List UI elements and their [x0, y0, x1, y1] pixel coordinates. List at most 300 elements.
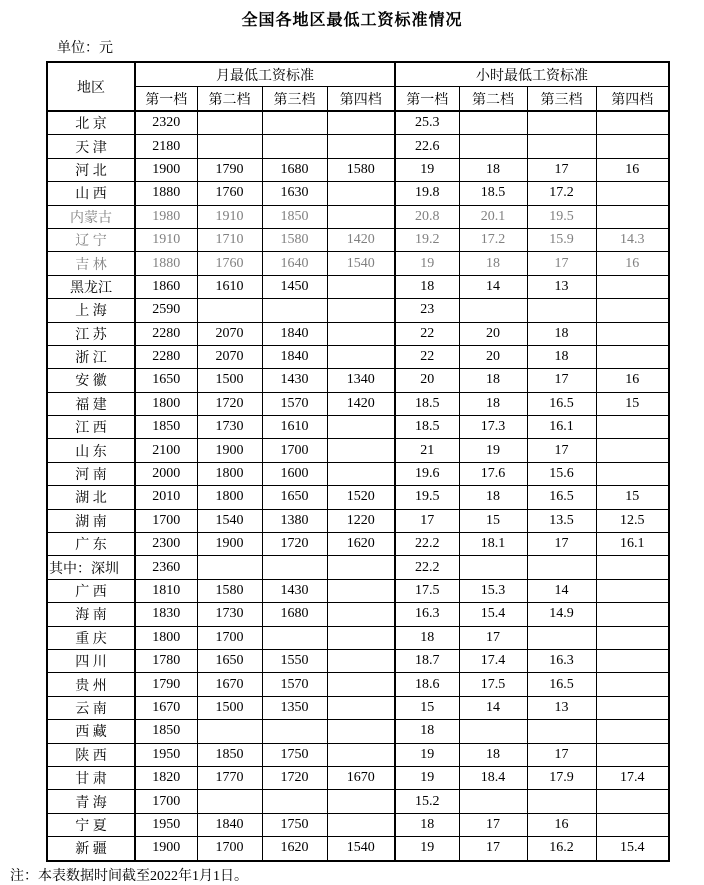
hourly-tier-3-cell: 14: [527, 579, 596, 602]
monthly-tier-4-cell: [327, 743, 395, 766]
monthly-tier-2-cell: 1700: [197, 626, 262, 649]
monthly-tier-2-cell: 1710: [197, 228, 262, 251]
hourly-tier-1-cell: 18.5: [395, 392, 459, 415]
hourly-tier-4-cell: [596, 626, 669, 649]
hourly-tier-3-cell: [527, 626, 596, 649]
hourly-tier-4-cell: [596, 439, 669, 462]
monthly-tier-4-cell: 1340: [327, 369, 395, 392]
hourly-tier-4-cell: [596, 743, 669, 766]
hourly-tier-4-cell: [596, 579, 669, 602]
monthly-tier-3-cell: 1380: [262, 509, 327, 532]
region-cell: 其中：深圳: [47, 556, 135, 579]
table-row: [47, 252, 669, 275]
monthly-tier-3-cell: [262, 626, 327, 649]
monthly-tier-3-cell: 1680: [262, 158, 327, 181]
column-header-hourly: 小时最低工资标准: [395, 62, 669, 87]
hourly-tier-4-cell: 16: [596, 369, 669, 392]
table-row: [47, 322, 669, 345]
region-cell: 重 庆: [47, 626, 135, 649]
monthly-tier-4-cell: [327, 322, 395, 345]
monthly-tier-4-cell: [327, 182, 395, 205]
monthly-tier-2-cell: 1800: [197, 462, 262, 485]
table-row: [47, 462, 669, 485]
hourly-tier-4-cell: 14.3: [596, 228, 669, 251]
monthly-tier-2-cell: 1840: [197, 813, 262, 836]
hourly-tier-3-cell: [527, 556, 596, 579]
monthly-tier-header-1: 第一档: [135, 87, 197, 112]
hourly-tier-1-cell: 18: [395, 275, 459, 298]
monthly-tier-2-cell: 1500: [197, 696, 262, 719]
hourly-tier-1-cell: 22.2: [395, 556, 459, 579]
hourly-tier-header-2: 第二档: [459, 87, 527, 112]
hourly-tier-3-cell: 16.5: [527, 673, 596, 696]
hourly-tier-4-cell: 15.4: [596, 837, 669, 861]
monthly-tier-4-cell: 1670: [327, 766, 395, 789]
monthly-tier-4-cell: [327, 462, 395, 485]
hourly-tier-4-cell: [596, 649, 669, 672]
region-cell: 青 海: [47, 790, 135, 813]
monthly-tier-4-cell: [327, 556, 395, 579]
table-row: [47, 743, 669, 766]
hourly-tier-1-cell: 25.3: [395, 111, 459, 135]
monthly-tier-2-cell: 1650: [197, 649, 262, 672]
monthly-tier-3-cell: [262, 299, 327, 322]
hourly-tier-3-cell: 17: [527, 252, 596, 275]
hourly-tier-1-cell: 18.7: [395, 649, 459, 672]
region-cell: 湖 北: [47, 486, 135, 509]
monthly-tier-3-cell: 1630: [262, 182, 327, 205]
region-cell: 云 南: [47, 696, 135, 719]
region-cell: 西 藏: [47, 720, 135, 743]
monthly-tier-4-cell: 1420: [327, 228, 395, 251]
monthly-tier-4-cell: [327, 205, 395, 228]
hourly-tier-2-cell: 18: [459, 158, 527, 181]
hourly-tier-2-cell: 17.6: [459, 462, 527, 485]
monthly-tier-3-cell: 1610: [262, 416, 327, 439]
hourly-tier-4-cell: [596, 275, 669, 298]
monthly-tier-1-cell: 2590: [135, 299, 197, 322]
region-cell: 河 南: [47, 462, 135, 485]
monthly-tier-4-cell: [327, 275, 395, 298]
monthly-tier-4-cell: [327, 649, 395, 672]
hourly-tier-1-cell: 17.5: [395, 579, 459, 602]
hourly-tier-4-cell: [596, 603, 669, 626]
monthly-tier-header-2: 第二档: [197, 87, 262, 112]
hourly-tier-1-cell: 19: [395, 158, 459, 181]
monthly-tier-2-cell: 1700: [197, 837, 262, 861]
hourly-tier-4-cell: 12.5: [596, 509, 669, 532]
hourly-tier-2-cell: [459, 111, 527, 135]
hourly-tier-2-cell: 20: [459, 345, 527, 368]
hourly-tier-4-cell: [596, 205, 669, 228]
hourly-tier-2-cell: 17: [459, 837, 527, 861]
monthly-tier-2-cell: 1580: [197, 579, 262, 602]
hourly-tier-2-cell: [459, 299, 527, 322]
hourly-tier-4-cell: [596, 673, 669, 696]
monthly-tier-4-cell: [327, 135, 395, 158]
monthly-tier-3-cell: 1850: [262, 205, 327, 228]
table-row: [47, 837, 669, 861]
hourly-tier-2-cell: 18.4: [459, 766, 527, 789]
monthly-tier-1-cell: 1860: [135, 275, 197, 298]
monthly-tier-3-cell: 1640: [262, 252, 327, 275]
table-row: [47, 556, 669, 579]
table-row: [47, 416, 669, 439]
monthly-tier-2-cell: 1540: [197, 509, 262, 532]
hourly-tier-3-cell: [527, 135, 596, 158]
hourly-tier-1-cell: 23: [395, 299, 459, 322]
hourly-tier-4-cell: 17.4: [596, 766, 669, 789]
monthly-tier-2-cell: 1730: [197, 416, 262, 439]
monthly-tier-1-cell: 1950: [135, 743, 197, 766]
monthly-tier-4-cell: [327, 579, 395, 602]
hourly-tier-1-cell: 20.8: [395, 205, 459, 228]
monthly-tier-4-cell: [327, 345, 395, 368]
region-cell: 黑龙江: [47, 275, 135, 298]
hourly-tier-1-cell: 19: [395, 743, 459, 766]
monthly-tier-2-cell: 1770: [197, 766, 262, 789]
monthly-tier-2-cell: 1900: [197, 533, 262, 556]
monthly-tier-2-cell: 1760: [197, 182, 262, 205]
hourly-tier-3-cell: 17.2: [527, 182, 596, 205]
hourly-tier-4-cell: [596, 182, 669, 205]
monthly-tier-3-cell: 1750: [262, 743, 327, 766]
monthly-tier-1-cell: 1670: [135, 696, 197, 719]
monthly-tier-3-cell: 1720: [262, 766, 327, 789]
monthly-tier-3-cell: 1720: [262, 533, 327, 556]
region-cell: 山 西: [47, 182, 135, 205]
hourly-tier-4-cell: [596, 790, 669, 813]
table-row: [47, 720, 669, 743]
monthly-tier-3-cell: 1450: [262, 275, 327, 298]
hourly-tier-4-cell: [596, 135, 669, 158]
table-row: [47, 228, 669, 251]
table-row: [47, 696, 669, 719]
table-row: [47, 766, 669, 789]
monthly-tier-1-cell: 1880: [135, 252, 197, 275]
monthly-tier-1-cell: 2280: [135, 345, 197, 368]
hourly-tier-4-cell: [596, 416, 669, 439]
hourly-tier-header-3: 第三档: [527, 87, 596, 112]
monthly-tier-4-cell: [327, 696, 395, 719]
table-row: [47, 533, 669, 556]
monthly-tier-2-cell: 1910: [197, 205, 262, 228]
hourly-tier-4-cell: [596, 322, 669, 345]
monthly-tier-2-cell: 1500: [197, 369, 262, 392]
hourly-tier-1-cell: 19.6: [395, 462, 459, 485]
monthly-tier-2-cell: [197, 135, 262, 158]
monthly-tier-2-cell: 1900: [197, 439, 262, 462]
hourly-tier-3-cell: 17: [527, 158, 596, 181]
minimum-wage-table: [46, 61, 670, 862]
hourly-tier-2-cell: 15.4: [459, 603, 527, 626]
monthly-tier-4-cell: [327, 111, 395, 135]
hourly-tier-2-cell: 18: [459, 369, 527, 392]
monthly-tier-3-cell: 1700: [262, 439, 327, 462]
monthly-tier-3-cell: 1620: [262, 837, 327, 861]
hourly-tier-1-cell: 18.5: [395, 416, 459, 439]
hourly-tier-3-cell: 13: [527, 275, 596, 298]
region-cell: 四 川: [47, 649, 135, 672]
table-row: [47, 158, 669, 181]
hourly-tier-1-cell: 19.2: [395, 228, 459, 251]
hourly-tier-3-cell: 16.5: [527, 486, 596, 509]
monthly-tier-2-cell: 1610: [197, 275, 262, 298]
table-row: [47, 275, 669, 298]
monthly-tier-1-cell: 1800: [135, 392, 197, 415]
region-cell: 宁 夏: [47, 813, 135, 836]
table-row: [47, 439, 669, 462]
monthly-tier-3-cell: 1570: [262, 392, 327, 415]
monthly-tier-1-cell: 1950: [135, 813, 197, 836]
column-header-region: 地区: [47, 62, 135, 111]
region-cell: 甘 肃: [47, 766, 135, 789]
hourly-tier-2-cell: 17.5: [459, 673, 527, 696]
hourly-tier-1-cell: 19: [395, 252, 459, 275]
hourly-tier-2-cell: 14: [459, 275, 527, 298]
hourly-tier-4-cell: [596, 299, 669, 322]
table-row: [47, 673, 669, 696]
monthly-tier-3-cell: 1580: [262, 228, 327, 251]
monthly-tier-4-cell: [327, 720, 395, 743]
region-cell: 辽 宁: [47, 228, 135, 251]
hourly-tier-2-cell: 17.3: [459, 416, 527, 439]
monthly-tier-3-cell: 1650: [262, 486, 327, 509]
hourly-tier-2-cell: 19: [459, 439, 527, 462]
hourly-tier-3-cell: 15.6: [527, 462, 596, 485]
hourly-tier-2-cell: 14: [459, 696, 527, 719]
hourly-tier-1-cell: 21: [395, 439, 459, 462]
hourly-tier-2-cell: 20.1: [459, 205, 527, 228]
hourly-tier-3-cell: 19.5: [527, 205, 596, 228]
hourly-tier-3-cell: 17: [527, 369, 596, 392]
hourly-tier-3-cell: 16: [527, 813, 596, 836]
header-row-tiers: [47, 87, 669, 112]
monthly-tier-2-cell: [197, 720, 262, 743]
monthly-tier-1-cell: 2010: [135, 486, 197, 509]
hourly-tier-2-cell: 18: [459, 743, 527, 766]
region-cell: 广 西: [47, 579, 135, 602]
hourly-tier-4-cell: 16: [596, 252, 669, 275]
monthly-tier-1-cell: 1800: [135, 626, 197, 649]
hourly-tier-1-cell: 19: [395, 766, 459, 789]
monthly-tier-1-cell: 1880: [135, 182, 197, 205]
region-cell: 海 南: [47, 603, 135, 626]
hourly-tier-4-cell: [596, 111, 669, 135]
table-row: [47, 369, 669, 392]
monthly-tier-1-cell: 2100: [135, 439, 197, 462]
monthly-tier-1-cell: 1650: [135, 369, 197, 392]
monthly-tier-2-cell: 1790: [197, 158, 262, 181]
hourly-tier-3-cell: 17: [527, 439, 596, 462]
hourly-tier-3-cell: 15.9: [527, 228, 596, 251]
region-cell: 湖 南: [47, 509, 135, 532]
table-row: [47, 486, 669, 509]
region-cell: 贵 州: [47, 673, 135, 696]
monthly-tier-3-cell: [262, 720, 327, 743]
monthly-tier-4-cell: [327, 299, 395, 322]
table-row: [47, 509, 669, 532]
page-title: 全国各地区最低工资标准情况: [241, 12, 463, 29]
monthly-tier-3-cell: 1350: [262, 696, 327, 719]
hourly-tier-2-cell: 18.5: [459, 182, 527, 205]
hourly-tier-3-cell: 14.9: [527, 603, 596, 626]
hourly-tier-1-cell: 22.2: [395, 533, 459, 556]
region-cell: 内蒙古: [47, 205, 135, 228]
hourly-tier-3-cell: 18: [527, 345, 596, 368]
hourly-tier-2-cell: 17: [459, 813, 527, 836]
footnote: 注：本表数据时间截至2022年1月1日。: [10, 868, 248, 884]
hourly-tier-3-cell: 16.3: [527, 649, 596, 672]
hourly-tier-header-1: 第一档: [395, 87, 459, 112]
region-cell: 新 疆: [47, 837, 135, 861]
region-cell: 北 京: [47, 111, 135, 135]
region-cell: 浙 江: [47, 345, 135, 368]
unit-label: 单位：元: [57, 41, 113, 56]
monthly-tier-4-cell: [327, 603, 395, 626]
monthly-tier-2-cell: 1730: [197, 603, 262, 626]
monthly-tier-1-cell: 1900: [135, 158, 197, 181]
hourly-tier-3-cell: [527, 111, 596, 135]
table-row: [47, 579, 669, 602]
monthly-tier-2-cell: 1670: [197, 673, 262, 696]
hourly-tier-4-cell: 15: [596, 392, 669, 415]
hourly-tier-3-cell: [527, 299, 596, 322]
monthly-tier-1-cell: 2360: [135, 556, 197, 579]
hourly-tier-2-cell: [459, 135, 527, 158]
monthly-tier-2-cell: [197, 790, 262, 813]
hourly-tier-2-cell: [459, 556, 527, 579]
monthly-tier-3-cell: 1570: [262, 673, 327, 696]
monthly-tier-3-cell: 1750: [262, 813, 327, 836]
monthly-tier-3-cell: 1430: [262, 579, 327, 602]
hourly-tier-3-cell: 16.5: [527, 392, 596, 415]
monthly-tier-1-cell: 1790: [135, 673, 197, 696]
hourly-tier-4-cell: 15: [596, 486, 669, 509]
hourly-tier-1-cell: 15: [395, 696, 459, 719]
hourly-tier-2-cell: [459, 720, 527, 743]
monthly-tier-1-cell: 1820: [135, 766, 197, 789]
hourly-tier-2-cell: 18: [459, 252, 527, 275]
hourly-tier-1-cell: 18: [395, 720, 459, 743]
monthly-tier-1-cell: 1900: [135, 837, 197, 861]
monthly-tier-1-cell: 1700: [135, 509, 197, 532]
table-row: [47, 626, 669, 649]
column-header-monthly: 月最低工资标准: [135, 62, 395, 87]
table-row: [47, 205, 669, 228]
monthly-tier-4-cell: [327, 790, 395, 813]
region-cell: 广 东: [47, 533, 135, 556]
hourly-tier-1-cell: 19: [395, 837, 459, 861]
region-cell: 陕 西: [47, 743, 135, 766]
hourly-tier-2-cell: 17.4: [459, 649, 527, 672]
hourly-tier-1-cell: 22: [395, 322, 459, 345]
hourly-tier-3-cell: 17: [527, 743, 596, 766]
hourly-tier-3-cell: 16.2: [527, 837, 596, 861]
hourly-tier-header-4: 第四档: [596, 87, 669, 112]
monthly-tier-1-cell: 2300: [135, 533, 197, 556]
table-row: [47, 299, 669, 322]
monthly-tier-3-cell: 1430: [262, 369, 327, 392]
hourly-tier-3-cell: [527, 790, 596, 813]
hourly-tier-4-cell: [596, 345, 669, 368]
monthly-tier-2-cell: [197, 556, 262, 579]
monthly-tier-3-cell: 1840: [262, 345, 327, 368]
monthly-tier-3-cell: 1840: [262, 322, 327, 345]
hourly-tier-2-cell: 20: [459, 322, 527, 345]
hourly-tier-4-cell: 16: [596, 158, 669, 181]
monthly-tier-1-cell: 2280: [135, 322, 197, 345]
monthly-tier-4-cell: 1220: [327, 509, 395, 532]
hourly-tier-1-cell: 18: [395, 626, 459, 649]
region-cell: 吉 林: [47, 252, 135, 275]
monthly-tier-header-3: 第三档: [262, 87, 327, 112]
hourly-tier-2-cell: 15.3: [459, 579, 527, 602]
region-cell: 江 西: [47, 416, 135, 439]
hourly-tier-4-cell: 16.1: [596, 533, 669, 556]
monthly-tier-3-cell: [262, 135, 327, 158]
table-row: [47, 135, 669, 158]
monthly-tier-1-cell: 1850: [135, 720, 197, 743]
monthly-tier-3-cell: 1680: [262, 603, 327, 626]
monthly-tier-1-cell: 1850: [135, 416, 197, 439]
monthly-tier-1-cell: 2000: [135, 462, 197, 485]
monthly-tier-4-cell: [327, 416, 395, 439]
monthly-tier-4-cell: [327, 673, 395, 696]
monthly-tier-3-cell: [262, 790, 327, 813]
table-row: [47, 345, 669, 368]
region-cell: 山 东: [47, 439, 135, 462]
hourly-tier-1-cell: 16.3: [395, 603, 459, 626]
monthly-tier-3-cell: 1600: [262, 462, 327, 485]
table-row: [47, 603, 669, 626]
monthly-tier-1-cell: 2180: [135, 135, 197, 158]
table-row: [47, 790, 669, 813]
hourly-tier-3-cell: 13: [527, 696, 596, 719]
hourly-tier-3-cell: 16.1: [527, 416, 596, 439]
monthly-tier-1-cell: 1910: [135, 228, 197, 251]
monthly-tier-2-cell: 2070: [197, 345, 262, 368]
monthly-tier-header-4: 第四档: [327, 87, 395, 112]
region-cell: 河 北: [47, 158, 135, 181]
hourly-tier-3-cell: 17.9: [527, 766, 596, 789]
hourly-tier-1-cell: 18.6: [395, 673, 459, 696]
monthly-tier-3-cell: [262, 111, 327, 135]
hourly-tier-2-cell: 18: [459, 486, 527, 509]
monthly-tier-2-cell: [197, 299, 262, 322]
hourly-tier-4-cell: [596, 720, 669, 743]
hourly-tier-3-cell: 18: [527, 322, 596, 345]
monthly-tier-2-cell: 1760: [197, 252, 262, 275]
hourly-tier-4-cell: [596, 696, 669, 719]
table-row: [47, 392, 669, 415]
hourly-tier-4-cell: [596, 462, 669, 485]
hourly-tier-3-cell: [527, 720, 596, 743]
monthly-tier-4-cell: 1520: [327, 486, 395, 509]
monthly-tier-4-cell: 1580: [327, 158, 395, 181]
monthly-tier-4-cell: 1620: [327, 533, 395, 556]
hourly-tier-2-cell: 15: [459, 509, 527, 532]
hourly-tier-2-cell: 18: [459, 392, 527, 415]
monthly-tier-1-cell: 1700: [135, 790, 197, 813]
hourly-tier-3-cell: 13.5: [527, 509, 596, 532]
monthly-tier-2-cell: 1850: [197, 743, 262, 766]
monthly-tier-4-cell: 1540: [327, 252, 395, 275]
table-row: [47, 182, 669, 205]
monthly-tier-4-cell: 1540: [327, 837, 395, 861]
monthly-tier-1-cell: 1810: [135, 579, 197, 602]
hourly-tier-2-cell: 17.2: [459, 228, 527, 251]
